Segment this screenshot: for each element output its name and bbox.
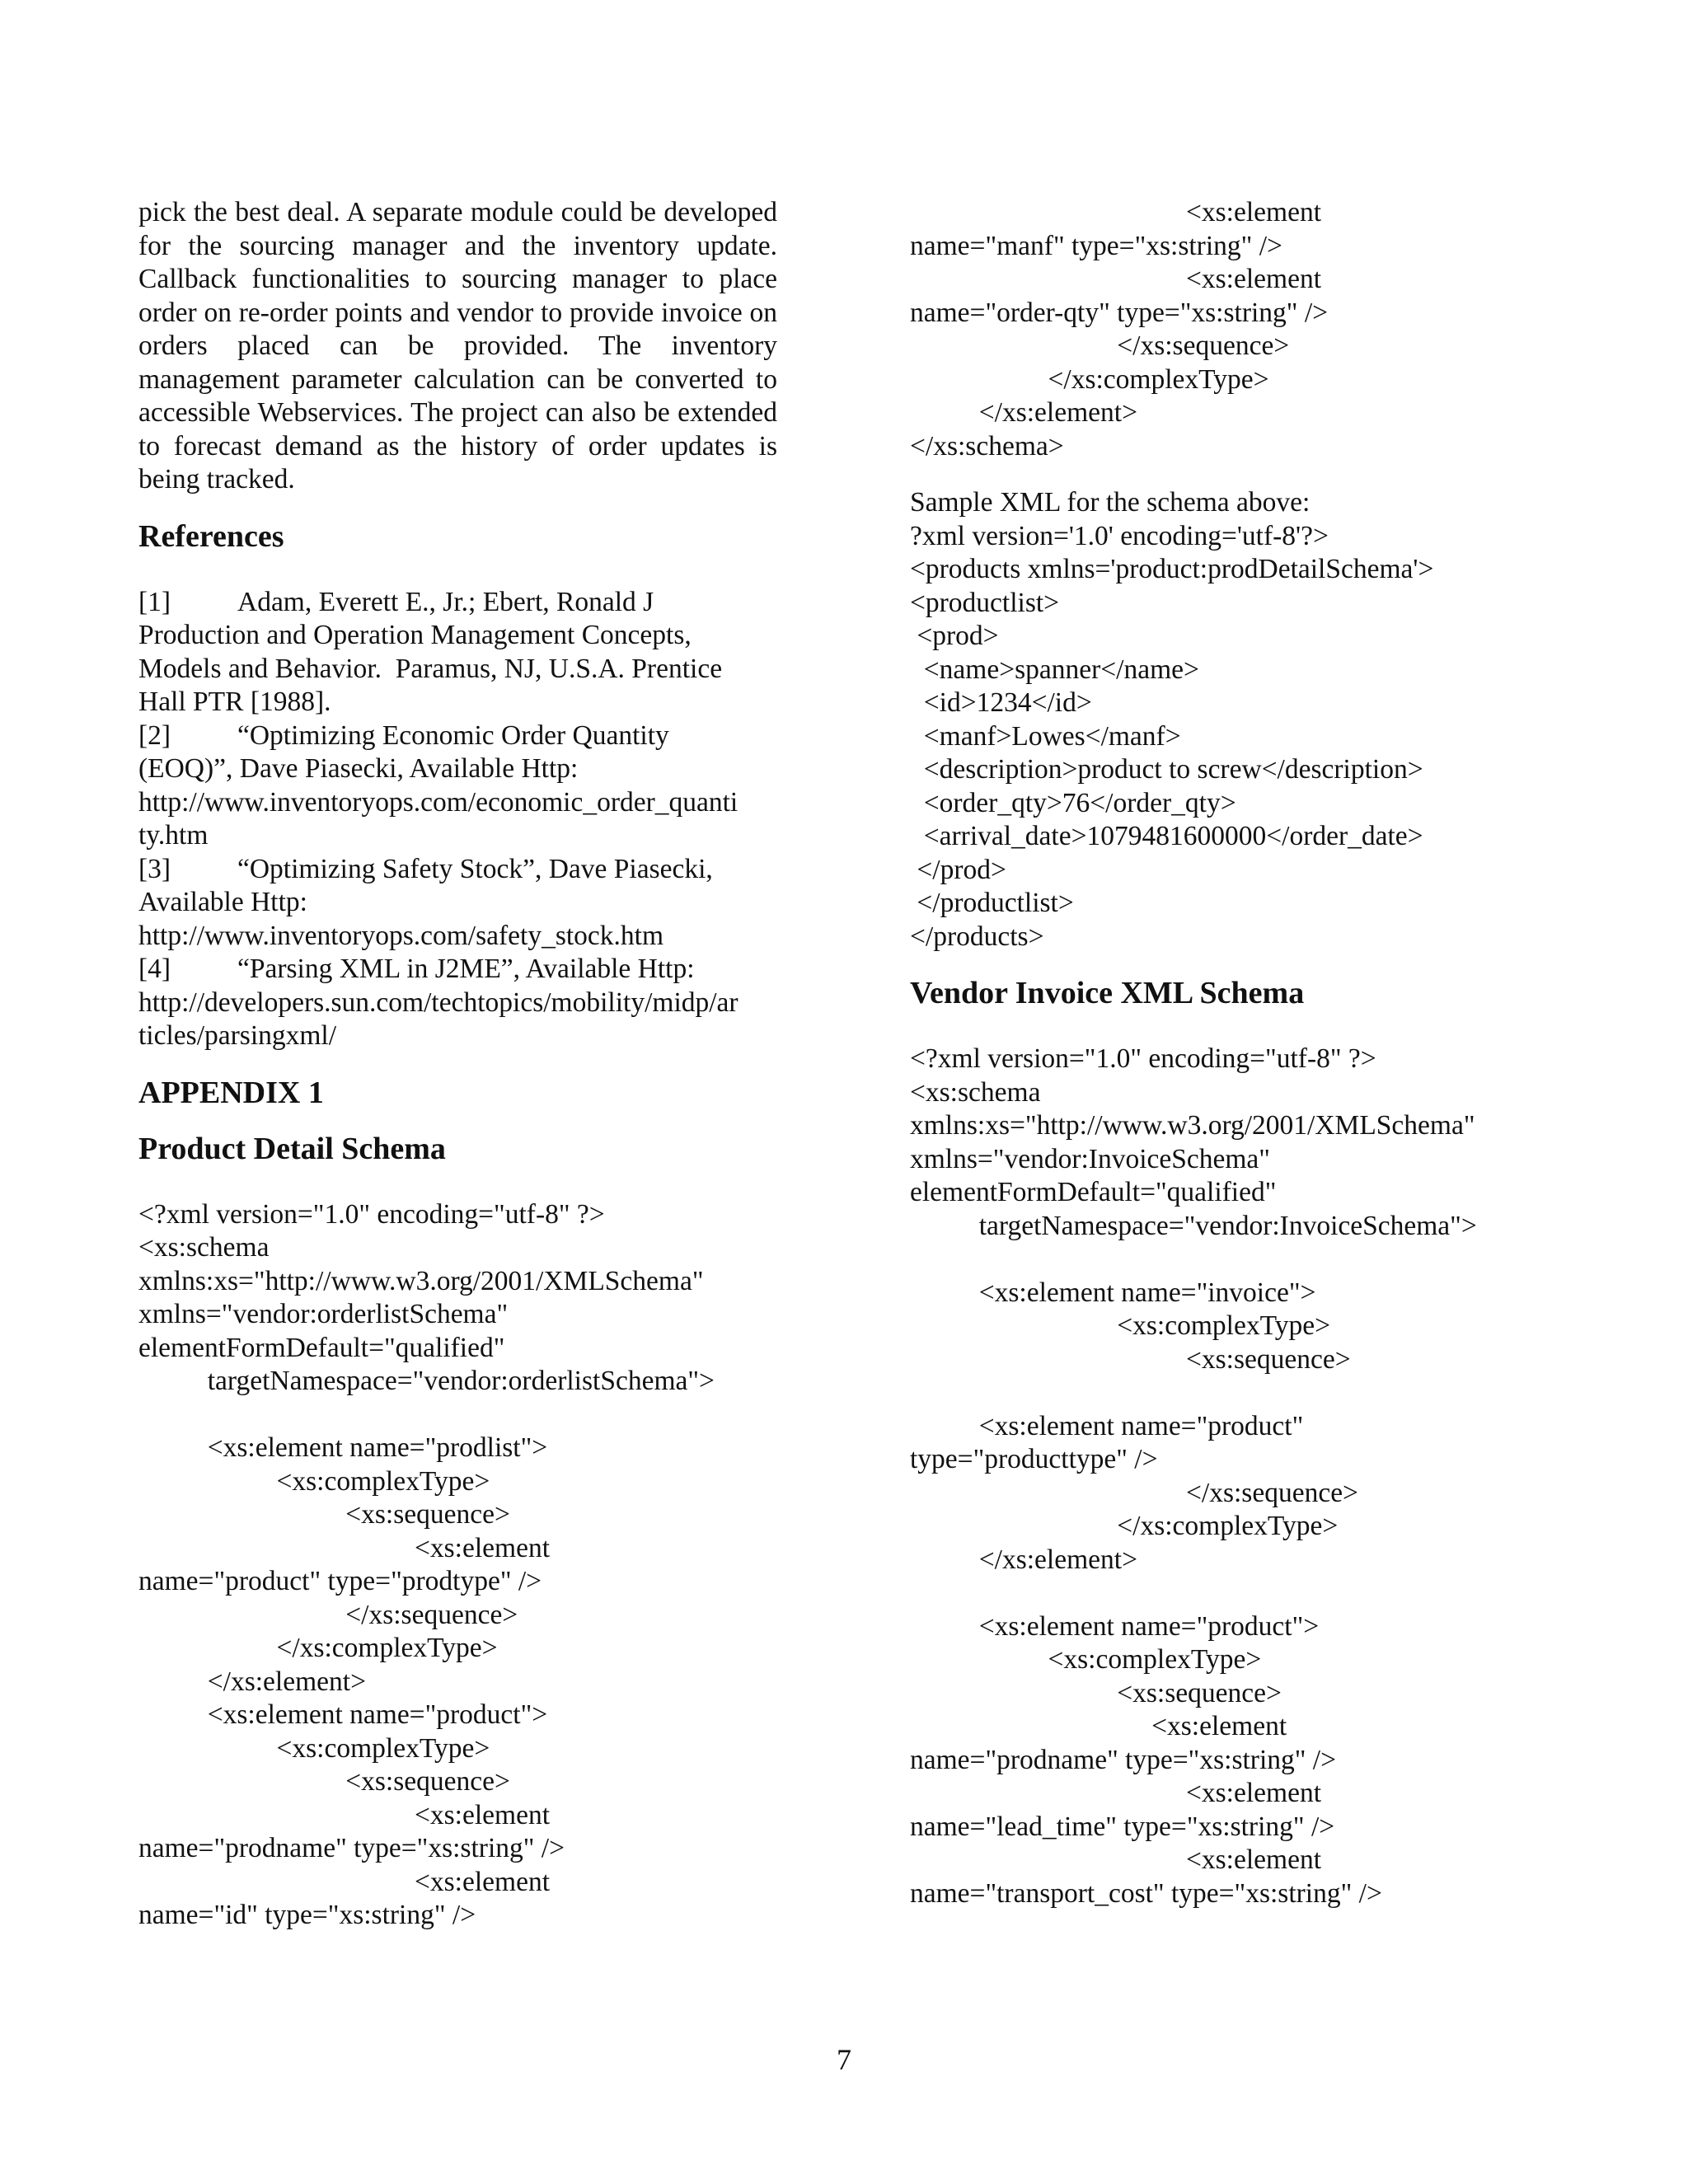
appendix-heading: APPENDIX 1 xyxy=(138,1075,324,1110)
code-line: <xs:element name="product" xyxy=(910,1410,1304,1441)
product-schema-heading: Product Detail Schema xyxy=(138,1131,446,1166)
code-line: targetNamespace="vendor:orderlistSchema"> xyxy=(138,1366,715,1396)
reference-text: (EOQ)”, Dave Piasecki, Available Http: xyxy=(138,753,579,784)
code-line: <xs:element name="product"> xyxy=(138,1699,548,1730)
code-line: </productlist> xyxy=(910,888,1074,918)
code-line: <manf>Lowes</manf> xyxy=(910,720,1181,752)
reference-link[interactable]: http://www.inventoryops.com/economic_order_quanti xyxy=(138,786,738,818)
code-line: <arrival_date>1079481600000</order_date> xyxy=(910,821,1423,851)
code-line: <xs:element xyxy=(910,264,1322,294)
reference-item xyxy=(138,953,777,1053)
code-line: xmlns:xs="http://www.w3.org/2001/XMLSchema" xyxy=(138,1265,704,1296)
reference-text: “Optimizing Economic Order Quantity xyxy=(237,719,669,751)
right-column xyxy=(910,196,1569,1910)
reference-number: [4] xyxy=(138,954,171,984)
code-line: <xs:element name="prodlist"> xyxy=(138,1432,548,1463)
code-line: <xs:schema xyxy=(138,1232,270,1263)
code-line: </prod> xyxy=(910,854,1006,885)
vendor-schema-heading: Vendor Invoice XML Schema xyxy=(910,976,1305,1010)
code-line: <xs:element xyxy=(910,1844,1322,1875)
code-line: </xs:complexType> xyxy=(138,1633,498,1663)
code-line: </xs:schema> xyxy=(910,430,1064,462)
code-line: </xs:element> xyxy=(910,1544,1137,1575)
code-line: name="id" type="xs:string" /> xyxy=(138,1900,476,1930)
page-number: 7 xyxy=(837,2043,851,2076)
code-line: xmlns="vendor:InvoiceSchema" xyxy=(910,1143,1270,1174)
code-line xyxy=(910,1243,1569,1277)
code-line: <products xmlns='product:prodDetailSchema'> xyxy=(910,554,1434,584)
reference-number: [1] xyxy=(138,586,171,617)
code-line: </xs:sequence> xyxy=(138,1599,518,1630)
code-line: xmlns:xs="http://www.w3.org/2001/XMLSchema" xyxy=(910,1110,1475,1141)
reference-link[interactable]: ty.htm xyxy=(138,820,209,851)
code-line: <xs:element xyxy=(138,1866,551,1897)
schema-continuation-code xyxy=(910,196,1569,463)
code-line: <?xml version="1.0" encoding="utf-8" ?> xyxy=(138,1198,605,1230)
code-line: elementFormDefault="qualified" xyxy=(138,1332,505,1363)
code-line: xmlns="vendor:orderlistSchema" xyxy=(138,1299,509,1329)
code-line: <xs:complexType> xyxy=(138,1732,490,1764)
code-line: <xs:sequence> xyxy=(138,1766,510,1797)
code-line: <order_qty>76</order_qty> xyxy=(910,787,1236,818)
code-line: <xs:element xyxy=(910,197,1322,227)
reference-text: Production and Operation Management Concepts, xyxy=(138,620,692,650)
reference-link[interactable]: http://www.inventoryops.com/safety_stock.htm xyxy=(138,920,664,951)
code-line: <name>spanner</name> xyxy=(910,654,1199,685)
reference-text: Adam, Everett E., Jr.; Ebert, Ronald J xyxy=(237,586,654,617)
code-line: </xs:complexType> xyxy=(910,363,1269,395)
reference-link[interactable]: http://developers.sun.com/techtopics/mobility/midp/ar xyxy=(138,987,738,1018)
code-line: <xs:complexType> xyxy=(910,1644,1262,1675)
reference-text: Models and Behavior. Paramus, NJ, U.S.A. Prentice xyxy=(138,653,723,684)
reference-item xyxy=(138,719,777,853)
reference-item xyxy=(138,586,777,719)
intro-paragraph: pick the best deal. A separate module could be developed for the sourcing manager and the inventory update. Callback functionalities to sourcing manager to place order on re-order points and vendor to provide invoice on orders placed can be provided. The inventory management parameter calculation can be converted to accessible Webservices. The project can also be extended to forecast demand as the history of order updates is being tracked. xyxy=(138,197,777,494)
reference-number: [2] xyxy=(138,719,171,751)
code-line: <xs:complexType> xyxy=(138,1465,490,1497)
code-line: <xs:element xyxy=(138,1532,551,1563)
code-line xyxy=(910,1376,1569,1410)
code-line: </products> xyxy=(910,921,1044,952)
code-line: <xs:element xyxy=(910,1711,1287,1741)
code-line: name="transport_cost" type="xs:string" /> xyxy=(910,1877,1382,1909)
reference-text: Hall PTR [1988]. xyxy=(138,687,331,717)
code-line: <xs:element xyxy=(910,1778,1322,1808)
code-line: <xs:element name="product"> xyxy=(910,1610,1320,1642)
sample-xml-caption: Sample XML for the schema above: xyxy=(910,487,1311,518)
code-line: <xs:element xyxy=(138,1799,551,1830)
code-line: ?xml version='1.0' encoding='utf-8'?> xyxy=(910,520,1329,551)
code-line: name="prodname" type="xs:string" /> xyxy=(138,1833,565,1863)
code-line: targetNamespace="vendor:InvoiceSchema"> xyxy=(910,1210,1477,1241)
code-line: name="prodname" type="xs:string" /> xyxy=(910,1744,1337,1775)
code-line: <xs:sequence> xyxy=(138,1499,510,1530)
code-line xyxy=(910,1577,1569,1610)
product-schema-code xyxy=(138,1198,777,1933)
references-heading: References xyxy=(138,518,284,554)
code-line: </xs:sequence> xyxy=(910,330,1290,361)
references-list xyxy=(138,586,777,1053)
code-line: name="lead_time" type="xs:string" /> xyxy=(910,1811,1335,1842)
code-line: <prod> xyxy=(910,621,999,651)
code-line: </xs:sequence> xyxy=(910,1477,1358,1508)
code-line: <id>1234</id> xyxy=(910,687,1092,718)
code-line: </xs:complexType> xyxy=(910,1511,1339,1541)
code-line: name="product" type="prodtype" /> xyxy=(138,1566,542,1596)
code-line xyxy=(138,1399,777,1432)
code-line: elementFormDefault="qualified" xyxy=(910,1177,1277,1207)
code-line: <description>product to screw</description> xyxy=(910,754,1423,785)
left-column xyxy=(138,196,777,1933)
reference-text: Available Http: xyxy=(138,887,307,917)
vendor-schema-code xyxy=(910,1043,1569,1910)
code-line: <xs:schema xyxy=(910,1076,1041,1108)
reference-number: [3] xyxy=(138,853,171,884)
reference-text: “Parsing XML in J2ME”, Available Http: xyxy=(237,954,695,984)
code-line: <xs:sequence> xyxy=(910,1343,1351,1375)
code-line: <xs:complexType> xyxy=(910,1310,1330,1341)
code-line: name="order-qty" type="xs:string" /> xyxy=(910,297,1329,328)
code-line: <productlist> xyxy=(910,587,1060,618)
code-line: name="manf" type="xs:string" /> xyxy=(910,230,1282,261)
code-line: <xs:sequence> xyxy=(910,1677,1282,1708)
code-line: <?xml version="1.0" encoding="utf-8" ?> xyxy=(910,1043,1376,1074)
reference-text: “Optimizing Safety Stock”, Dave Piasecki, xyxy=(237,853,713,884)
reference-link[interactable]: ticles/parsingxml/ xyxy=(138,1020,337,1051)
reference-item xyxy=(138,853,777,954)
code-line: </xs:element> xyxy=(910,397,1137,428)
code-line: </xs:element> xyxy=(138,1666,366,1697)
code-line: type="producttype" /> xyxy=(910,1444,1158,1474)
sample-xml-code xyxy=(910,486,1569,954)
code-line: <xs:element name="invoice"> xyxy=(910,1277,1316,1308)
